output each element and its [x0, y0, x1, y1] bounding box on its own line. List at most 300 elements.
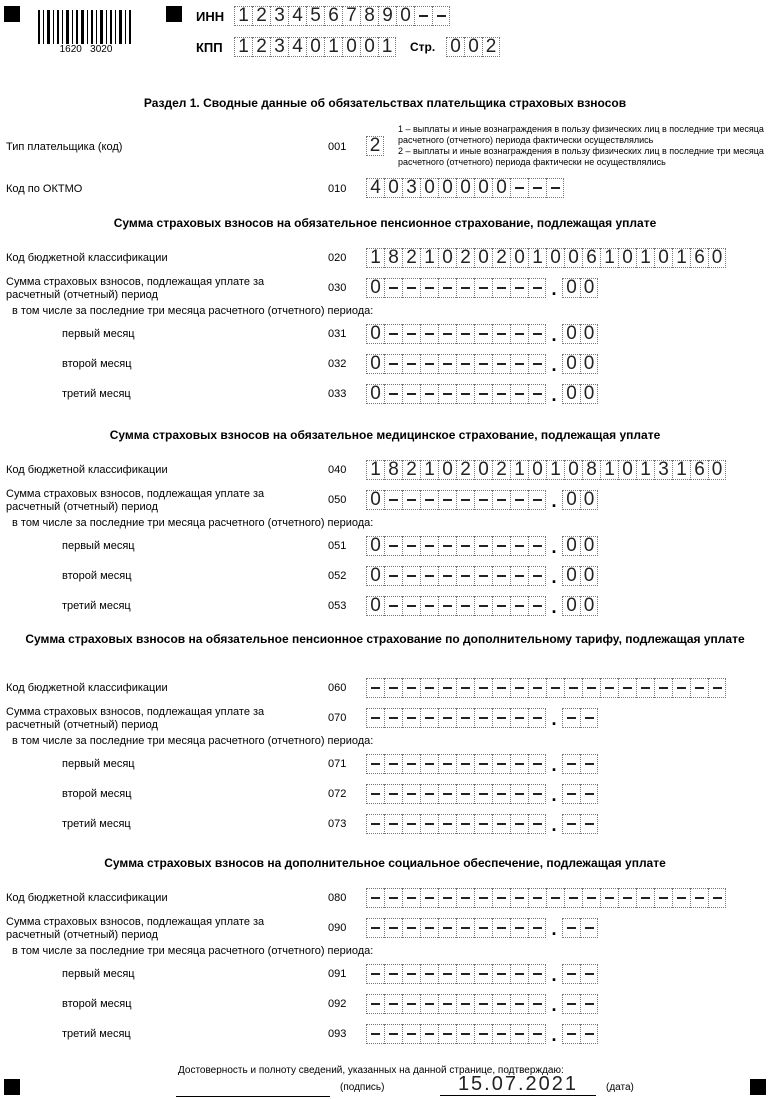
inn-cell[interactable]: 6: [324, 6, 342, 26]
kbk-cell[interactable]: 0: [438, 248, 456, 268]
kbk-cell[interactable]: [708, 888, 726, 908]
sum-int-cell[interactable]: [420, 708, 438, 728]
month-int-cell[interactable]: [402, 566, 420, 586]
inn-cell[interactable]: 8: [360, 6, 378, 26]
month-int-cell[interactable]: [474, 384, 492, 404]
kbk-cell[interactable]: [456, 888, 474, 908]
inn-cell[interactable]: 4: [288, 6, 306, 26]
kbk-cell[interactable]: 3: [654, 460, 672, 480]
kpp-cell[interactable]: 1: [324, 37, 342, 57]
kbk-cell[interactable]: [582, 678, 600, 698]
kbk-cell[interactable]: 2: [456, 460, 474, 480]
kbk-cell[interactable]: 2: [402, 248, 420, 268]
month-int-cell[interactable]: [492, 536, 510, 556]
month-int-cell[interactable]: [510, 784, 528, 804]
oktmo-cell[interactable]: 0: [438, 178, 456, 198]
kbk-cell[interactable]: [546, 888, 564, 908]
month-int-cell[interactable]: [384, 784, 402, 804]
sum-int-cell[interactable]: [474, 708, 492, 728]
month-int-cell[interactable]: 0: [366, 566, 384, 586]
oktmo-cell[interactable]: 0: [384, 178, 402, 198]
month-int-cell[interactable]: [420, 566, 438, 586]
sum-int-cell[interactable]: [438, 278, 456, 298]
kbk-cell[interactable]: 0: [528, 460, 546, 480]
month-int-cell[interactable]: [420, 1024, 438, 1044]
kbk-cell[interactable]: [672, 888, 690, 908]
month-int-cell[interactable]: [384, 994, 402, 1014]
inn-cell[interactable]: 0: [396, 6, 414, 26]
sum-dec-cell[interactable]: [562, 708, 580, 728]
kbk-cell[interactable]: 1: [366, 248, 384, 268]
month-int-cell[interactable]: [528, 354, 546, 374]
month-int-cell[interactable]: [510, 536, 528, 556]
kbk-cell[interactable]: 0: [654, 248, 672, 268]
month-int-cell[interactable]: [456, 994, 474, 1014]
month-int-cell[interactable]: [438, 354, 456, 374]
month-int-cell[interactable]: [456, 754, 474, 774]
month-int-cell[interactable]: [528, 384, 546, 404]
month-int-cell[interactable]: [420, 596, 438, 616]
month-dec-cell[interactable]: 0: [580, 324, 598, 344]
kbk-cell[interactable]: 1: [546, 460, 564, 480]
month-int-cell[interactable]: [402, 354, 420, 374]
kbk-cell[interactable]: [402, 678, 420, 698]
sum-int-cell[interactable]: [438, 490, 456, 510]
oktmo-cell[interactable]: 0: [420, 178, 438, 198]
month-int-cell[interactable]: [510, 596, 528, 616]
sum-int-cell[interactable]: [456, 918, 474, 938]
sum-int-cell[interactable]: [384, 490, 402, 510]
month-dec-cell[interactable]: [580, 1024, 598, 1044]
inn-cell[interactable]: 9: [378, 6, 396, 26]
month-dec-cell[interactable]: 0: [562, 566, 580, 586]
kpp-cell[interactable]: 0: [306, 37, 324, 57]
month-int-cell[interactable]: [384, 354, 402, 374]
month-int-cell[interactable]: [456, 384, 474, 404]
month-int-cell[interactable]: [456, 1024, 474, 1044]
month-int-cell[interactable]: [420, 384, 438, 404]
month-dec-cell[interactable]: [562, 814, 580, 834]
month-int-cell[interactable]: [402, 784, 420, 804]
sum-int-cell[interactable]: [528, 278, 546, 298]
month-int-cell[interactable]: [528, 754, 546, 774]
month-int-cell[interactable]: [438, 784, 456, 804]
inn-cell[interactable]: 2: [252, 6, 270, 26]
kbk-cell[interactable]: [366, 888, 384, 908]
sum-dec-cell[interactable]: [580, 708, 598, 728]
month-int-cell[interactable]: [420, 324, 438, 344]
kbk-cell[interactable]: 0: [618, 460, 636, 480]
kbk-cell[interactable]: [600, 888, 618, 908]
month-int-cell[interactable]: [420, 754, 438, 774]
inn-cell[interactable]: 7: [342, 6, 360, 26]
sum-int-cell[interactable]: 0: [366, 490, 384, 510]
kbk-cell[interactable]: 0: [474, 248, 492, 268]
month-int-cell[interactable]: [492, 964, 510, 984]
kpp-cell[interactable]: 1: [234, 37, 252, 57]
kbk-cell[interactable]: [546, 678, 564, 698]
kbk-cell[interactable]: [564, 678, 582, 698]
month-int-cell[interactable]: [366, 754, 384, 774]
month-int-cell[interactable]: [528, 566, 546, 586]
kbk-cell[interactable]: 2: [456, 248, 474, 268]
month-int-cell[interactable]: 0: [366, 536, 384, 556]
month-int-cell[interactable]: [510, 994, 528, 1014]
sum-int-cell[interactable]: [420, 918, 438, 938]
month-int-cell[interactable]: [384, 754, 402, 774]
kbk-cell[interactable]: [438, 678, 456, 698]
month-int-cell[interactable]: [438, 1024, 456, 1044]
month-int-cell[interactable]: [510, 964, 528, 984]
oktmo-cell[interactable]: 0: [456, 178, 474, 198]
month-int-cell[interactable]: [402, 384, 420, 404]
month-int-cell[interactable]: [402, 994, 420, 1014]
kbk-cell[interactable]: 0: [564, 248, 582, 268]
month-dec-cell[interactable]: 0: [562, 324, 580, 344]
month-int-cell[interactable]: [384, 814, 402, 834]
month-int-cell[interactable]: [528, 994, 546, 1014]
date-value[interactable]: 15.07.2021: [440, 1073, 596, 1096]
kbk-cell[interactable]: [384, 888, 402, 908]
kbk-cell[interactable]: 6: [582, 248, 600, 268]
month-int-cell[interactable]: [510, 324, 528, 344]
month-int-cell[interactable]: [528, 814, 546, 834]
sum-int-cell[interactable]: [438, 708, 456, 728]
month-int-cell[interactable]: [402, 536, 420, 556]
sum-int-cell[interactable]: [528, 918, 546, 938]
kbk-cell[interactable]: [672, 678, 690, 698]
kbk-cell[interactable]: 1: [420, 460, 438, 480]
kbk-cell[interactable]: 1: [420, 248, 438, 268]
month-int-cell[interactable]: [420, 814, 438, 834]
month-int-cell[interactable]: [456, 964, 474, 984]
payer-type-cell[interactable]: 2: [366, 136, 384, 156]
kbk-cell[interactable]: [636, 678, 654, 698]
oktmo-cell[interactable]: 4: [366, 178, 384, 198]
kbk-cell[interactable]: 1: [366, 460, 384, 480]
kbk-cell[interactable]: [420, 888, 438, 908]
kbk-cell[interactable]: 6: [690, 460, 708, 480]
month-int-cell[interactable]: [510, 814, 528, 834]
month-int-cell[interactable]: [492, 784, 510, 804]
month-int-cell[interactable]: [402, 964, 420, 984]
month-int-cell[interactable]: [384, 384, 402, 404]
kbk-cell[interactable]: [528, 888, 546, 908]
kbk-cell[interactable]: 1: [672, 248, 690, 268]
sum-int-cell[interactable]: [528, 708, 546, 728]
kbk-cell[interactable]: [510, 678, 528, 698]
month-int-cell[interactable]: [492, 1024, 510, 1044]
sum-int-cell[interactable]: [492, 708, 510, 728]
month-int-cell[interactable]: [510, 754, 528, 774]
oktmo-cell[interactable]: 0: [474, 178, 492, 198]
month-dec-cell[interactable]: [562, 1024, 580, 1044]
month-int-cell[interactable]: [474, 994, 492, 1014]
month-int-cell[interactable]: [366, 784, 384, 804]
month-int-cell[interactable]: [528, 536, 546, 556]
month-int-cell[interactable]: [402, 596, 420, 616]
kbk-cell[interactable]: 0: [564, 460, 582, 480]
month-int-cell[interactable]: [438, 814, 456, 834]
sum-dec-cell[interactable]: [562, 918, 580, 938]
month-int-cell[interactable]: [402, 754, 420, 774]
month-int-cell[interactable]: [456, 354, 474, 374]
month-int-cell[interactable]: [456, 784, 474, 804]
month-int-cell[interactable]: [402, 1024, 420, 1044]
month-dec-cell[interactable]: [580, 814, 598, 834]
month-int-cell[interactable]: [384, 536, 402, 556]
month-int-cell[interactable]: [474, 324, 492, 344]
month-dec-cell[interactable]: [580, 784, 598, 804]
kbk-cell[interactable]: 0: [618, 248, 636, 268]
oktmo-cell[interactable]: 3: [402, 178, 420, 198]
kpp-cell[interactable]: 0: [360, 37, 378, 57]
kbk-cell[interactable]: 2: [492, 248, 510, 268]
month-int-cell[interactable]: [420, 784, 438, 804]
kbk-cell[interactable]: 0: [546, 248, 564, 268]
page-cell[interactable]: 0: [446, 37, 464, 57]
kbk-cell[interactable]: 1: [636, 248, 654, 268]
sum-dec-cell[interactable]: 0: [580, 278, 598, 298]
kbk-cell[interactable]: [618, 678, 636, 698]
kbk-cell[interactable]: 0: [474, 460, 492, 480]
sum-int-cell[interactable]: [510, 278, 528, 298]
month-int-cell[interactable]: [456, 536, 474, 556]
month-int-cell[interactable]: [438, 566, 456, 586]
month-int-cell[interactable]: [438, 596, 456, 616]
month-int-cell[interactable]: [420, 964, 438, 984]
page-cell[interactable]: 2: [482, 37, 500, 57]
kbk-cell[interactable]: [564, 888, 582, 908]
month-int-cell[interactable]: [438, 754, 456, 774]
oktmo-cell[interactable]: [528, 178, 546, 198]
month-int-cell[interactable]: [366, 814, 384, 834]
month-int-cell[interactable]: [384, 324, 402, 344]
sum-dec-cell[interactable]: 0: [562, 278, 580, 298]
sum-dec-cell[interactable]: 0: [580, 490, 598, 510]
sum-int-cell[interactable]: [384, 278, 402, 298]
sum-int-cell[interactable]: [438, 918, 456, 938]
month-int-cell[interactable]: [420, 536, 438, 556]
sum-int-cell[interactable]: [510, 490, 528, 510]
kbk-cell[interactable]: [528, 678, 546, 698]
month-dec-cell[interactable]: [562, 964, 580, 984]
month-int-cell[interactable]: [384, 566, 402, 586]
month-dec-cell[interactable]: [562, 754, 580, 774]
kbk-cell[interactable]: [456, 678, 474, 698]
month-int-cell[interactable]: [492, 354, 510, 374]
kbk-cell[interactable]: 0: [708, 460, 726, 480]
sum-int-cell[interactable]: [456, 490, 474, 510]
month-int-cell[interactable]: [474, 814, 492, 834]
kpp-cell[interactable]: 3: [270, 37, 288, 57]
kbk-cell[interactable]: [492, 888, 510, 908]
month-int-cell[interactable]: [510, 566, 528, 586]
sum-int-cell[interactable]: [510, 918, 528, 938]
sum-int-cell[interactable]: [456, 708, 474, 728]
sum-int-cell[interactable]: [402, 918, 420, 938]
month-int-cell[interactable]: [474, 964, 492, 984]
sum-int-cell[interactable]: [402, 278, 420, 298]
kbk-cell[interactable]: [402, 888, 420, 908]
month-int-cell[interactable]: [492, 566, 510, 586]
month-int-cell[interactable]: [438, 536, 456, 556]
kpp-cell[interactable]: 2: [252, 37, 270, 57]
kbk-cell[interactable]: [384, 678, 402, 698]
sum-int-cell[interactable]: [492, 490, 510, 510]
kbk-cell[interactable]: [618, 888, 636, 908]
month-int-cell[interactable]: [384, 596, 402, 616]
oktmo-cell[interactable]: [546, 178, 564, 198]
kbk-cell[interactable]: 2: [402, 460, 420, 480]
month-int-cell[interactable]: [474, 536, 492, 556]
month-int-cell[interactable]: [402, 324, 420, 344]
kbk-cell[interactable]: 1: [600, 248, 618, 268]
kbk-cell[interactable]: [510, 888, 528, 908]
month-int-cell[interactable]: [366, 994, 384, 1014]
kbk-cell[interactable]: 6: [690, 248, 708, 268]
kbk-cell[interactable]: 1: [510, 460, 528, 480]
kbk-cell[interactable]: [708, 678, 726, 698]
kbk-cell[interactable]: [582, 888, 600, 908]
month-int-cell[interactable]: [528, 1024, 546, 1044]
kpp-cell[interactable]: 1: [378, 37, 396, 57]
month-int-cell[interactable]: [438, 384, 456, 404]
kbk-cell[interactable]: [690, 888, 708, 908]
kbk-cell[interactable]: [438, 888, 456, 908]
kpp-cell[interactable]: 4: [288, 37, 306, 57]
kbk-cell[interactable]: [492, 678, 510, 698]
sum-int-cell[interactable]: [366, 708, 384, 728]
month-int-cell[interactable]: [492, 814, 510, 834]
month-int-cell[interactable]: [456, 596, 474, 616]
kbk-cell[interactable]: 2: [492, 460, 510, 480]
kbk-cell[interactable]: [600, 678, 618, 698]
month-int-cell[interactable]: [492, 596, 510, 616]
kbk-cell[interactable]: 0: [438, 460, 456, 480]
month-dec-cell[interactable]: [562, 784, 580, 804]
sum-int-cell[interactable]: [528, 490, 546, 510]
sum-int-cell[interactable]: [510, 708, 528, 728]
sum-int-cell[interactable]: [402, 490, 420, 510]
kbk-cell[interactable]: 1: [672, 460, 690, 480]
sum-int-cell[interactable]: [474, 278, 492, 298]
month-int-cell[interactable]: [474, 754, 492, 774]
month-int-cell[interactable]: [474, 566, 492, 586]
kbk-cell[interactable]: [474, 888, 492, 908]
kbk-cell[interactable]: 8: [384, 460, 402, 480]
month-int-cell[interactable]: [510, 1024, 528, 1044]
month-dec-cell[interactable]: [562, 994, 580, 1014]
month-int-cell[interactable]: [492, 994, 510, 1014]
month-dec-cell[interactable]: [580, 964, 598, 984]
kbk-cell[interactable]: [366, 678, 384, 698]
oktmo-cell[interactable]: 0: [492, 178, 510, 198]
sum-int-cell[interactable]: [420, 490, 438, 510]
month-int-cell[interactable]: [438, 994, 456, 1014]
sum-int-cell[interactable]: [384, 918, 402, 938]
month-int-cell[interactable]: [528, 784, 546, 804]
month-dec-cell[interactable]: 0: [562, 354, 580, 374]
inn-cell[interactable]: 1: [234, 6, 252, 26]
oktmo-cell[interactable]: [510, 178, 528, 198]
month-dec-cell[interactable]: 0: [580, 536, 598, 556]
sum-dec-cell[interactable]: [580, 918, 598, 938]
sum-int-cell[interactable]: [366, 918, 384, 938]
inn-cell[interactable]: [432, 6, 450, 26]
sum-int-cell[interactable]: [492, 278, 510, 298]
month-dec-cell[interactable]: [580, 994, 598, 1014]
month-dec-cell[interactable]: 0: [562, 596, 580, 616]
month-int-cell[interactable]: [438, 964, 456, 984]
month-int-cell[interactable]: 0: [366, 354, 384, 374]
month-int-cell[interactable]: [402, 814, 420, 834]
sum-int-cell[interactable]: 0: [366, 278, 384, 298]
month-int-cell[interactable]: [456, 566, 474, 586]
sum-int-cell[interactable]: [492, 918, 510, 938]
sum-int-cell[interactable]: [402, 708, 420, 728]
kbk-cell[interactable]: 1: [636, 460, 654, 480]
kbk-cell[interactable]: 1: [600, 460, 618, 480]
month-int-cell[interactable]: [384, 1024, 402, 1044]
kbk-cell[interactable]: 8: [384, 248, 402, 268]
page-cell[interactable]: 0: [464, 37, 482, 57]
kbk-cell[interactable]: [654, 678, 672, 698]
month-int-cell[interactable]: 0: [366, 384, 384, 404]
month-dec-cell[interactable]: 0: [562, 384, 580, 404]
month-int-cell[interactable]: [474, 354, 492, 374]
month-int-cell[interactable]: 0: [366, 596, 384, 616]
month-int-cell[interactable]: [384, 964, 402, 984]
kpp-cell[interactable]: 0: [342, 37, 360, 57]
inn-cell[interactable]: [414, 6, 432, 26]
kbk-cell[interactable]: 1: [528, 248, 546, 268]
month-dec-cell[interactable]: 0: [580, 354, 598, 374]
month-int-cell[interactable]: [366, 1024, 384, 1044]
month-dec-cell[interactable]: [580, 754, 598, 774]
month-int-cell[interactable]: [474, 1024, 492, 1044]
month-int-cell[interactable]: [420, 994, 438, 1014]
month-int-cell[interactable]: [366, 964, 384, 984]
month-int-cell[interactable]: 0: [366, 324, 384, 344]
month-int-cell[interactable]: [528, 596, 546, 616]
sum-int-cell[interactable]: [474, 490, 492, 510]
month-int-cell[interactable]: [420, 354, 438, 374]
month-int-cell[interactable]: [492, 384, 510, 404]
kbk-cell[interactable]: [474, 678, 492, 698]
sum-int-cell[interactable]: [384, 708, 402, 728]
sum-int-cell[interactable]: [420, 278, 438, 298]
kbk-cell[interactable]: 0: [708, 248, 726, 268]
inn-cell[interactable]: 5: [306, 6, 324, 26]
kbk-cell[interactable]: 0: [510, 248, 528, 268]
kbk-cell[interactable]: [654, 888, 672, 908]
sum-int-cell[interactable]: [456, 278, 474, 298]
kbk-cell[interactable]: [420, 678, 438, 698]
sum-dec-cell[interactable]: 0: [562, 490, 580, 510]
month-dec-cell[interactable]: 0: [580, 566, 598, 586]
month-int-cell[interactable]: [492, 754, 510, 774]
month-int-cell[interactable]: [438, 324, 456, 344]
month-int-cell[interactable]: [510, 354, 528, 374]
month-dec-cell[interactable]: 0: [580, 384, 598, 404]
month-int-cell[interactable]: [528, 964, 546, 984]
month-int-cell[interactable]: [474, 784, 492, 804]
kbk-cell[interactable]: 8: [582, 460, 600, 480]
month-int-cell[interactable]: [456, 814, 474, 834]
signature-line[interactable]: [176, 1082, 330, 1097]
inn-cell[interactable]: 3: [270, 6, 288, 26]
